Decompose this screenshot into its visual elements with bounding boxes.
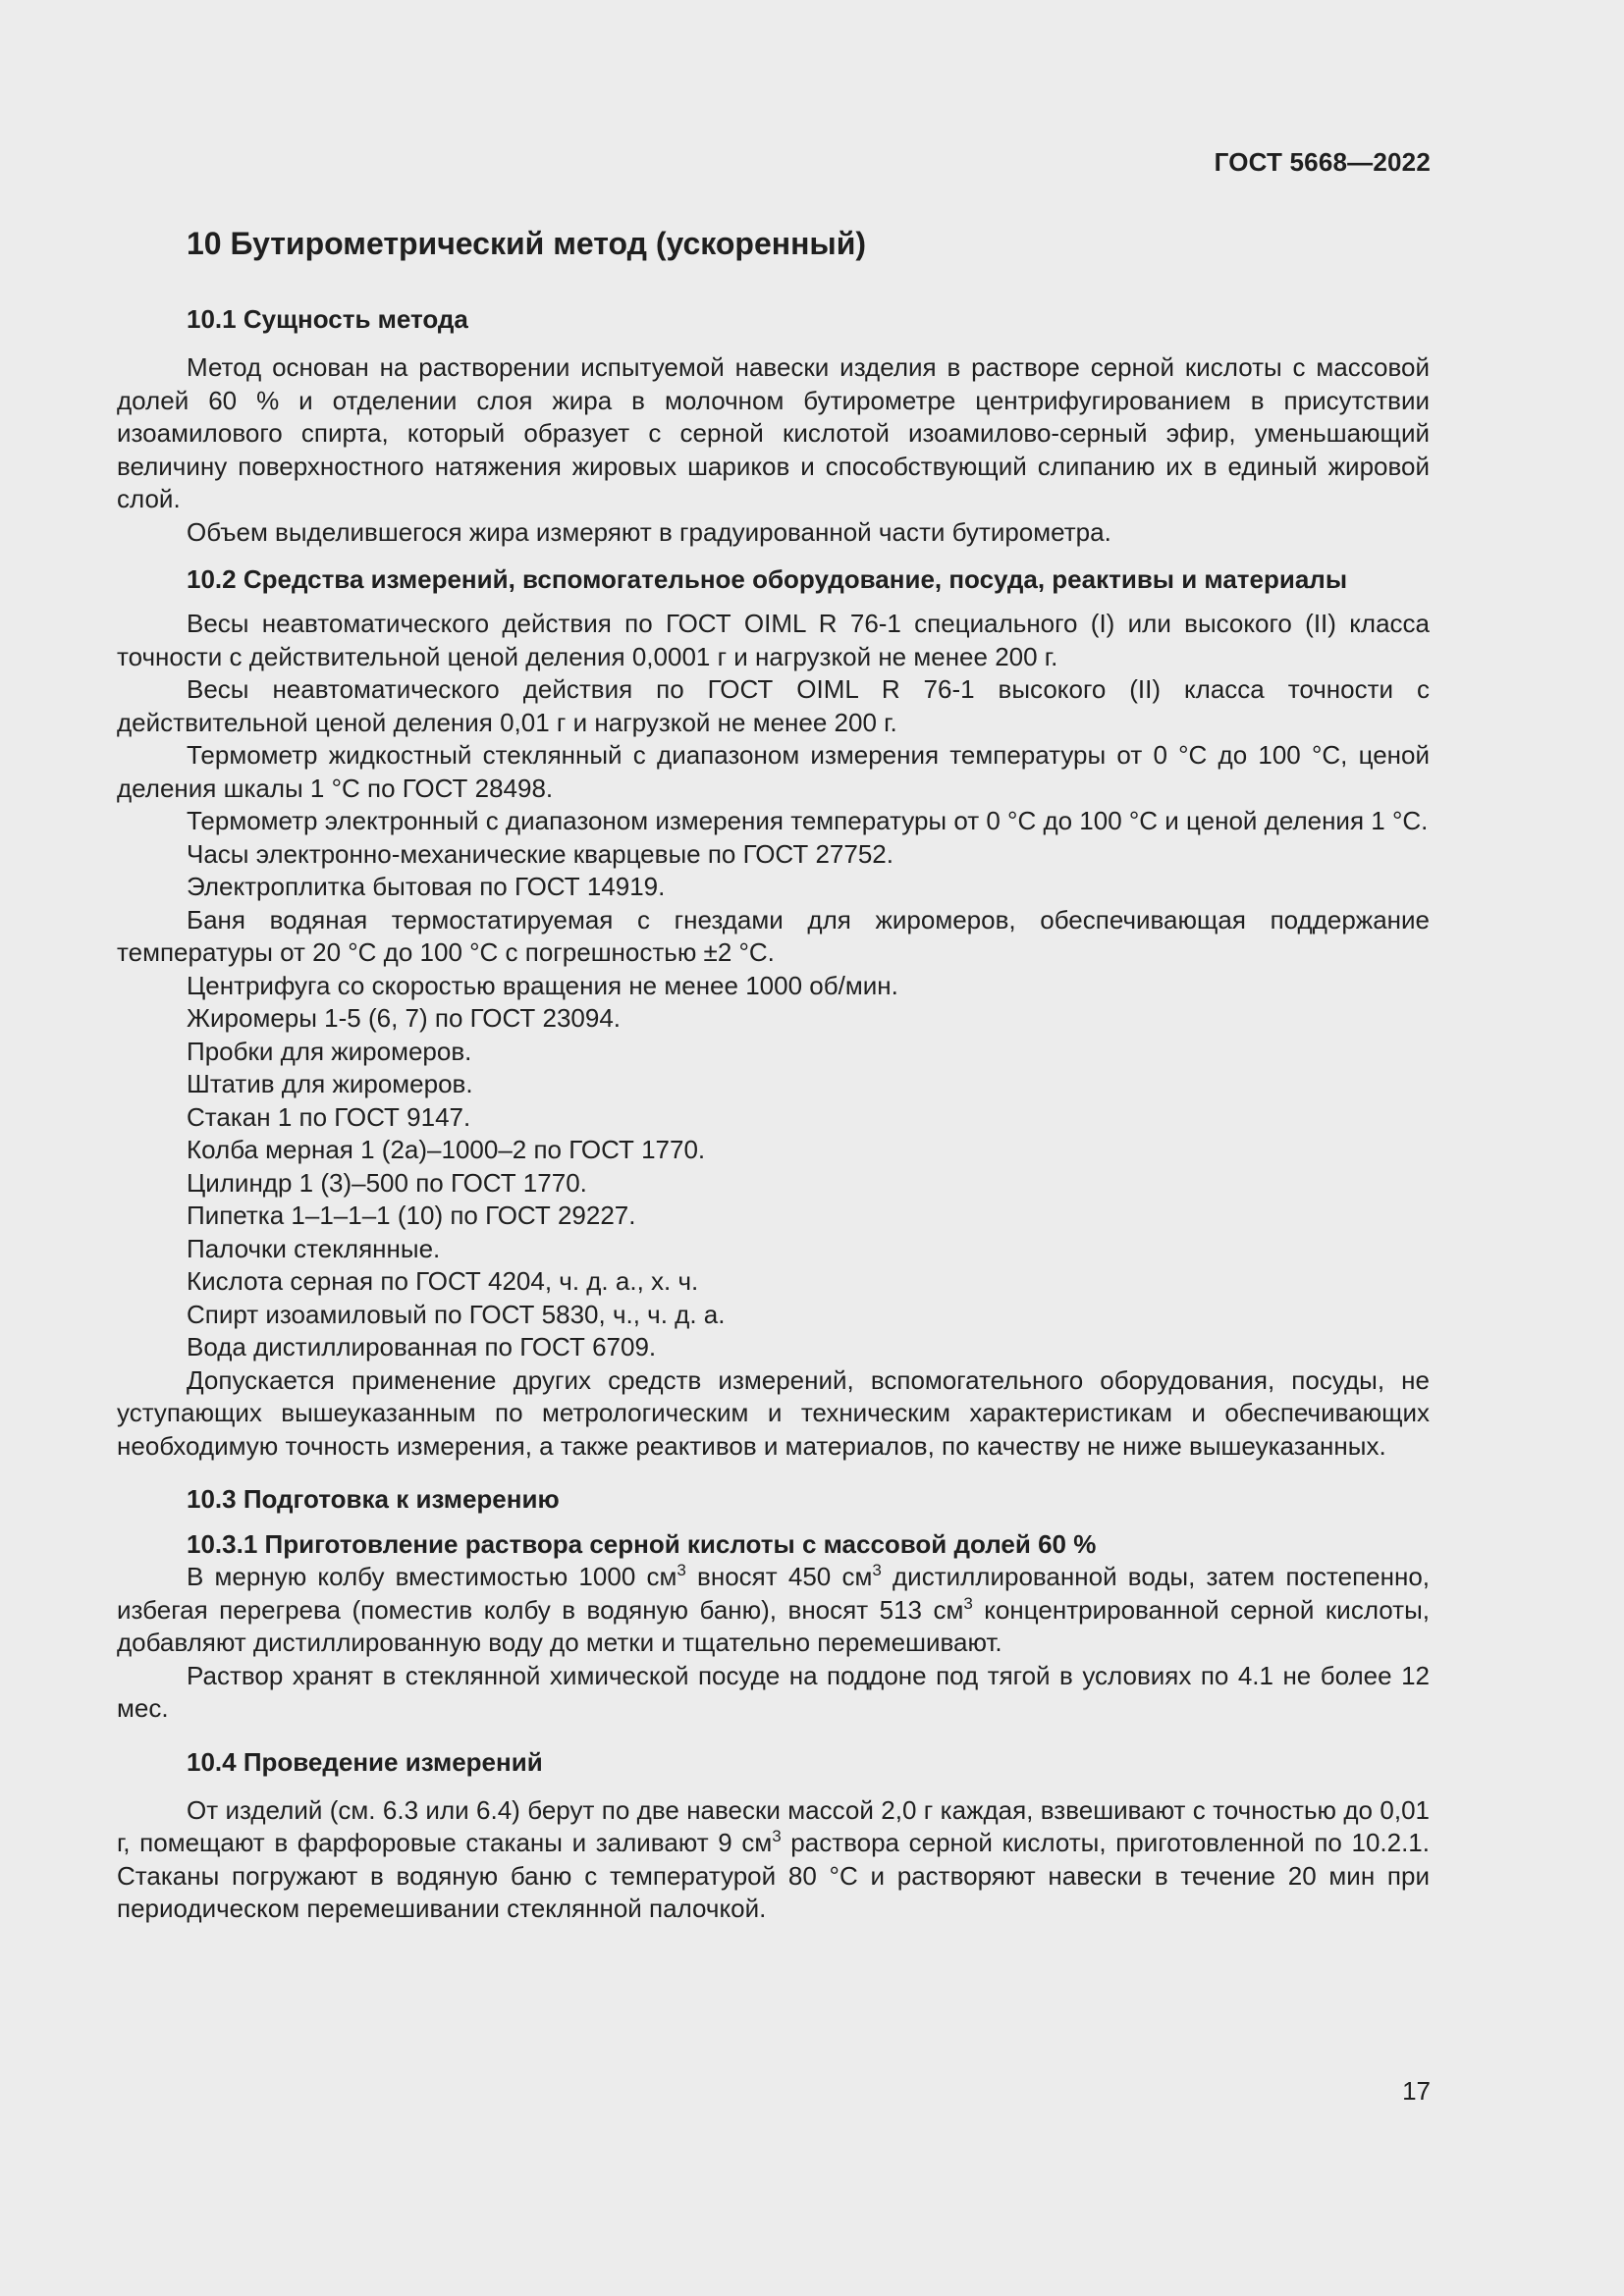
list-item: Центрифуга со скоростью вращения не менее 1000 об/мин. <box>187 970 898 1000</box>
text-run: От изделий (см. 6.3 или 6.4) берут по две навески массой 2,0 г каждая, взвешивают с точностью до 0,01 г, помещают в фарфоровые стаканы и заливают 9 см <box>117 1794 1430 1857</box>
subsection-title-10-1: 10.1 Сущность метода <box>187 304 468 334</box>
list-item: Палочки стеклянные. <box>187 1233 441 1263</box>
list-item: Баня водяная термостатируемая с гнездами для жиромеров, обеспечивающая поддержание температуры от 20 °С до 100 °С с погрешностью ±2 °С. <box>117 904 1430 967</box>
subsection-title-10-3-1: 10.3.1 Приготовление раствора серной кислоты с массовой долей 60 % <box>187 1529 1097 1559</box>
list-item: Жиромеры 1-5 (6, 7) по ГОСТ 23094. <box>187 1003 622 1033</box>
document-id: ГОСТ 5668—2022 <box>1214 147 1431 177</box>
list-item: Термометр электронный с диапазоном измерения температуры от 0 °С до 100 °С и ценой деления 1 °С. <box>187 806 1429 835</box>
superscript: 3 <box>872 1561 882 1579</box>
text-run: вносят 450 см <box>685 1562 873 1591</box>
list-item: Колба мерная 1 (2а)–1000–2 по ГОСТ 1770. <box>187 1135 706 1164</box>
text-run: концентрированной серной кислоты, добавляют дистиллированную воду до метки и тщательно перемешивают. <box>117 1594 1430 1657</box>
list-item: Часы электронно-механические кварцевые по ГОСТ 27752. <box>187 838 893 869</box>
list-item: Весы неавтоматического действия по ГОСТ OIML R 76-1 высокого (II) класса точности с действительной ценой деления 0,01 г и нагрузкой не менее 200 г. <box>117 674 1430 737</box>
paragraph <box>117 1794 1430 1926</box>
list-item: Электроплитка бытовая по ГОСТ 14919. <box>187 872 666 901</box>
list-item: Кислота серная по ГОСТ 4204, ч. д. а., х. ч. <box>187 1266 699 1296</box>
subsection-title-10-4: 10.4 Проведение измерений <box>187 1746 543 1777</box>
superscript: 3 <box>677 1561 686 1579</box>
equipment-list <box>117 608 1430 1463</box>
subsection-title-10-3: 10.3 Подготовка к измерению <box>187 1484 560 1514</box>
paragraph: Раствор хранят в стеклянной химической посуде на поддоне под тягой в условиях по 4.1 не более 12 мес. <box>117 1660 1430 1723</box>
text-run: раствора серной кислоты, приготовленной по 10.2.1. Стаканы погружают в водяную баню с температурой 80 °С и растворяют навески в течение 20 мин при периодическом перемешивании стеклянной палочкой. <box>117 1828 1430 1923</box>
list-item: Термометр жидкостный стеклянный с диапазоном измерения температуры от 0 °С до 100 °С, ценой деления шкалы 1 °С по ГОСТ 28498. <box>117 740 1430 803</box>
text-run: дистиллированной воды, затем постепенно, избегая перегрева (поместив колбу в водяную баню), вносят 513 см <box>117 1562 1431 1625</box>
text-run: В мерную колбу вместимостью 1000 см <box>187 1562 677 1591</box>
document-body <box>117 216 1430 1926</box>
section-title: 10 Бутирометрический метод (ускоренный) <box>187 226 867 261</box>
list-item: Вода дистиллированная по ГОСТ 6709. <box>187 1332 657 1362</box>
superscript: 3 <box>772 1827 782 1845</box>
list-item: Штатив для жиромеров. <box>187 1069 473 1098</box>
list-item: Спирт изоамиловый по ГОСТ 5830, ч., ч. д. а. <box>187 1299 726 1329</box>
list-item: Цилиндр 1 (3)–500 по ГОСТ 1770. <box>187 1167 587 1198</box>
superscript: 3 <box>963 1593 973 1613</box>
list-item: Стакан 1 по ГОСТ 9147. <box>187 1101 471 1132</box>
paragraph: Метод основан на растворении испытуемой навески изделия в растворе серной кислоты с массовой долей 60 % и отделении слоя жира в молочном бутирометре центрифугированием в присутствии изоамилового спирта, который образует с серной кислотой изоамилово-серный эфир, уменьшающий величину поверхностного натяжения жировых шариков и способствующий слипанию их в единый жировой слой. <box>117 352 1430 513</box>
subsection-title-10-2: 10.2 Средства измерений, вспомогательное оборудование, посуда, реактивы и материалы <box>187 564 1348 594</box>
list-item: Допускается применение других средств измерений, вспомогательного оборудования, посуды, не уступающих вышеуказанным по метрологическим и техническим характеристикам и обеспечивающих необходимую точность измерения, а также реактивов и материалов, по качеству не ниже вышеуказанных. <box>117 1364 1430 1461</box>
page-number: 17 <box>1402 2076 1431 2106</box>
list-item: Пипетка 1–1–1–1 (10) по ГОСТ 29227. <box>187 1201 636 1230</box>
list-item: Весы неавтоматического действия по ГОСТ OIML R 76-1 специального (I) или высокого (II) класса точности с действительной ценой деления 0,0001 г и нагрузкой не менее 200 г. <box>117 609 1430 671</box>
paragraph <box>117 1561 1430 1660</box>
paragraph: Объем выделившегося жира измеряют в градуированной части бутирометра. <box>187 516 1111 547</box>
list-item: Пробки для жиромеров. <box>187 1036 472 1066</box>
